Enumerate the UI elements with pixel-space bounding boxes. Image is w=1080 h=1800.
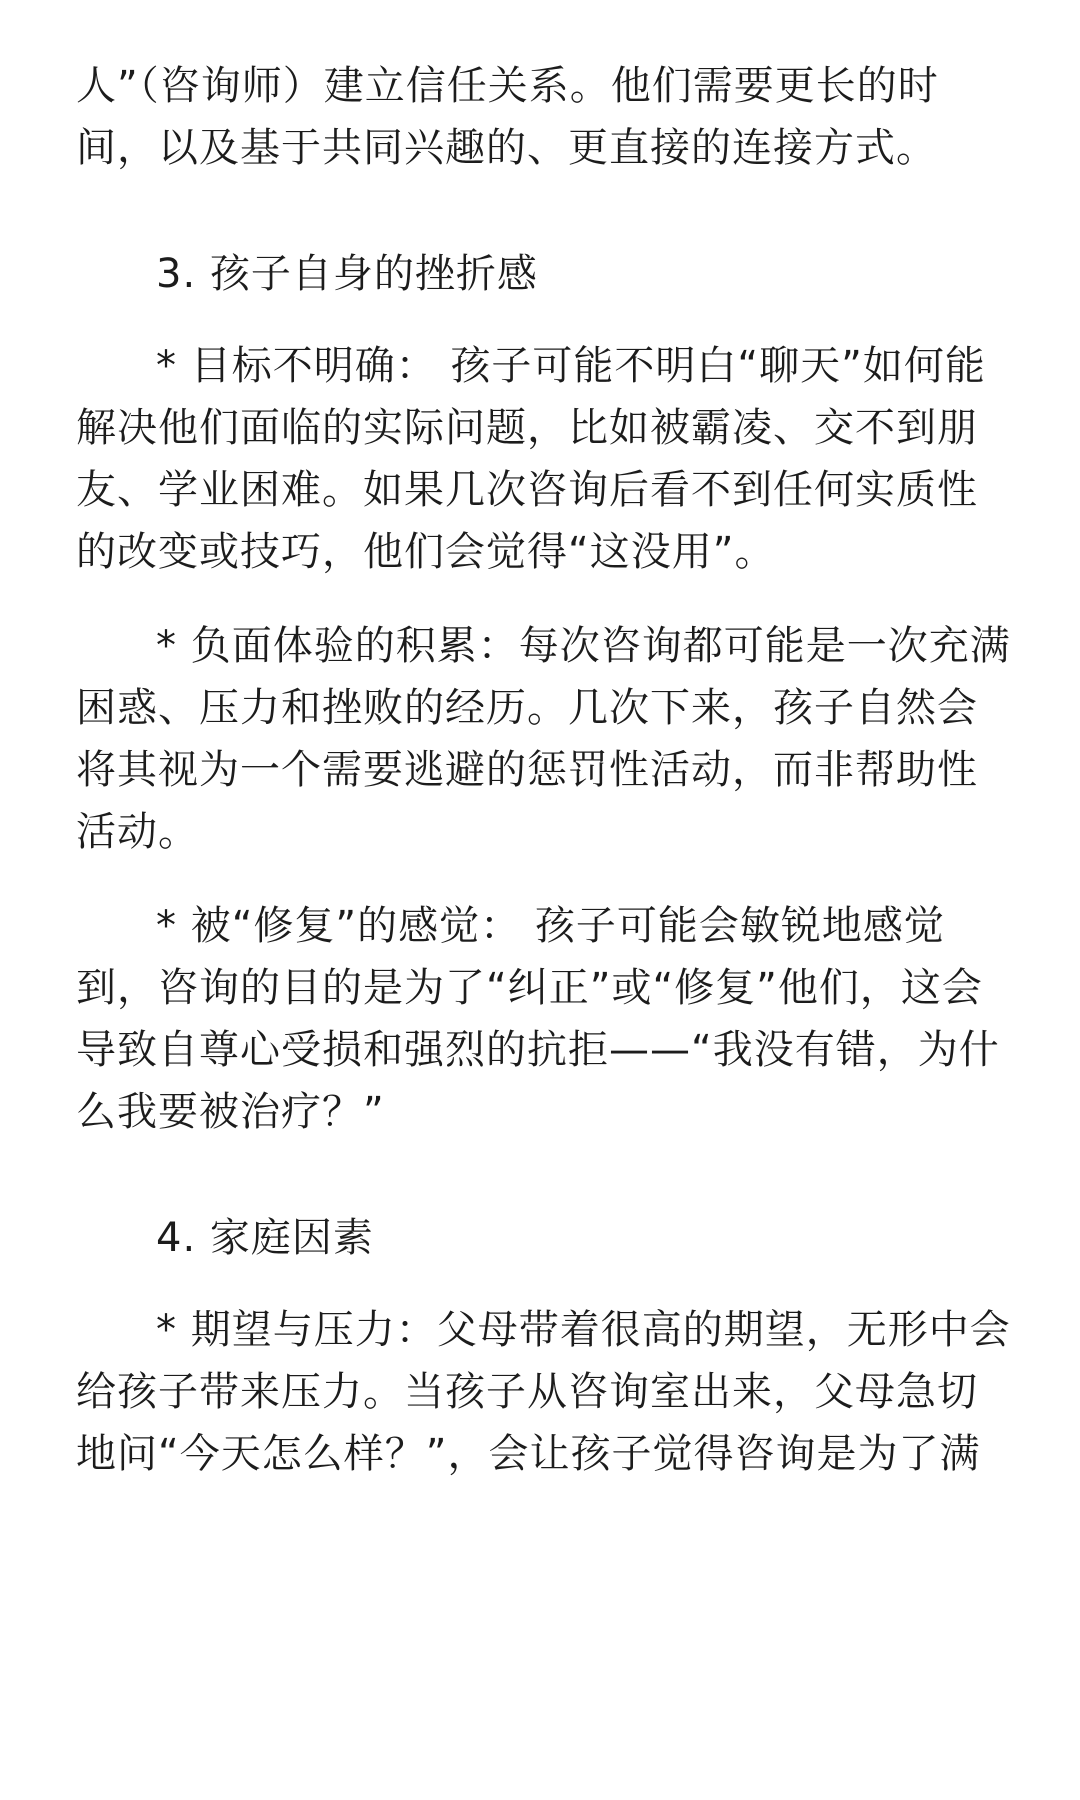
section-heading-4: 4. 家庭因素 [156,1215,374,1261]
bullet-fixed-line: 么我要被治疗？” [76,1089,385,1135]
bullet-goal-line: 解决他们面临的实际问题，比如被霸凌、交不到朋 [76,405,978,451]
bullet-goal-line: 友、学业困难。如果几次咨询后看不到任何实质性 [76,467,978,513]
bullet-goal-line: 的改变或技巧，他们会觉得“这没用”。 [76,529,776,575]
bullet-negative-line: 困惑、压力和挫败的经历。几次下来，孩子自然会 [76,685,978,731]
bullet-fixed-line: 到，咨询的目的是为了“纠正”或“修复”他们，这会 [76,965,983,1011]
bullet-pressure-line: 给孩子带来压力。当孩子从咨询室出来，父母急切 [76,1369,978,1415]
bullet-pressure-line: 地问“今天怎么样？”，会让孩子觉得咨询是为了满 [76,1431,981,1477]
paragraph-line: 人”（咨询师）建立信任关系。他们需要更长的时 [76,63,939,109]
bullet-goal-line: * 目标不明确： 孩子可能不明白“聊天”如何能 [156,343,986,389]
bullet-pressure-line: * 期望与压力：父母带着很高的期望，无形中会 [156,1307,1011,1353]
bullet-negative-line: 活动。 [76,809,199,855]
bullet-fixed-line: * 被“修复”的感觉： 孩子可能会敏锐地感觉 [156,903,945,949]
bullet-negative-line: * 负面体验的积累：每次咨询都可能是一次充满 [156,623,1011,669]
section-heading-3: 3. 孩子自身的挫折感 [156,251,538,297]
bullet-negative-line: 将其视为一个需要逃避的惩罚性活动，而非帮助性 [76,747,978,793]
paragraph-line: 间，以及基于共同兴趣的、更直接的连接方式。 [76,125,937,171]
bullet-fixed-line: 导致自尊心受损和强烈的抗拒——“我没有错，为什 [76,1027,1000,1073]
